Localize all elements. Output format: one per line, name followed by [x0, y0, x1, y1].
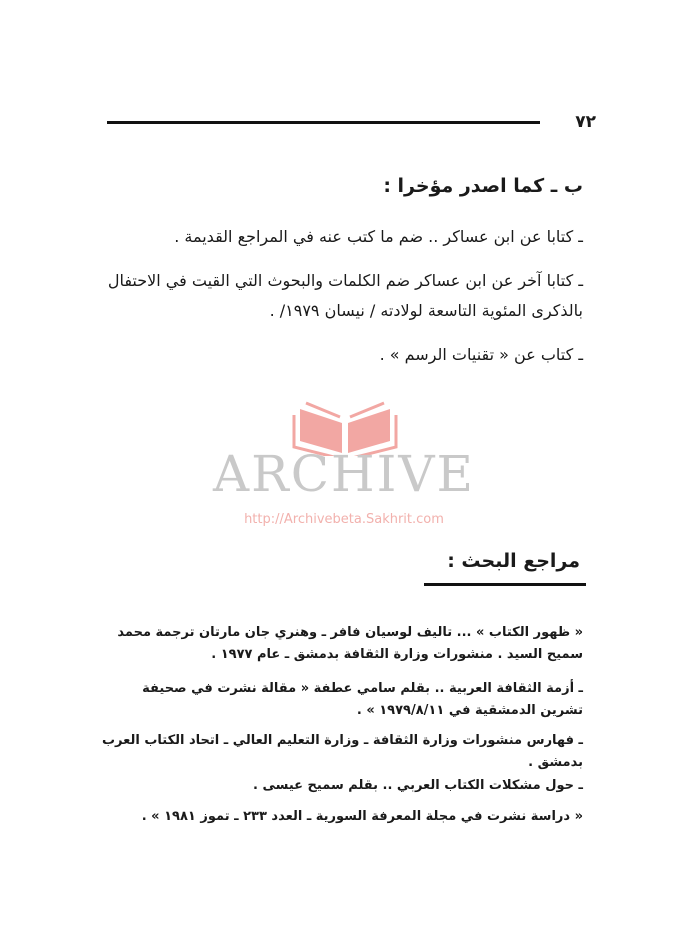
header-rule [107, 121, 540, 124]
watermark-title: ARCHIVE [213, 445, 475, 503]
reference-item: « دراسة نشرت في مجلة المعرفة السورية ـ العدد ٢٣٣ ـ تموز ١٩٨١ » . [141, 809, 583, 824]
reference-item: ـ أزمة الثقافة العربية .. بقلم سامي عطفة « مقالة نشرت في صحيفة تشرين الدمشقية في ١٩٧٩/٨/١١ » . [142, 681, 583, 718]
section-title: ب ـ كما اصدر مؤخرا : [383, 175, 583, 197]
references-title: مراجع البحث : [447, 550, 580, 572]
section-item: ـ كتابا آخر عن ابن عساكر ضم الكلمات والبحوث التي القيت في الاحتفال بالذكرى المئوية التاسعة لولادته / نيسان ١٩٧٩/ . [107, 271, 583, 320]
section-item: ـ كتاب عن « تقنيات الرسم » . [379, 345, 583, 364]
reference-item: ـ فهارس منشورات وزارة الثقافة ـ وزارة التعليم العالي ـ اتحاد الكتاب العرب بدمشق . [101, 733, 583, 770]
watermark [0, 395, 688, 535]
page-number: ٧٢ [575, 112, 596, 132]
watermark-url: http://Archivebeta.Sakhrit.com [244, 512, 444, 527]
references-rule [424, 583, 586, 586]
reference-item: ـ حول مشكلات الكتاب العربي .. بقلم سميح عيسى . [253, 778, 583, 793]
section-item: ـ كتابا عن ابن عساكر .. ضم ما كتب عنه في المراجع القديمة . [174, 227, 583, 246]
reference-item: « ظهور الكتاب » ... تاليف لوسيان فافر ـ وهنري جان مارتان ترجمة محمد سميح السيد . منشورات وزارة الثقافة بدمشق ـ عام ١٩٧٧ . [117, 625, 583, 662]
